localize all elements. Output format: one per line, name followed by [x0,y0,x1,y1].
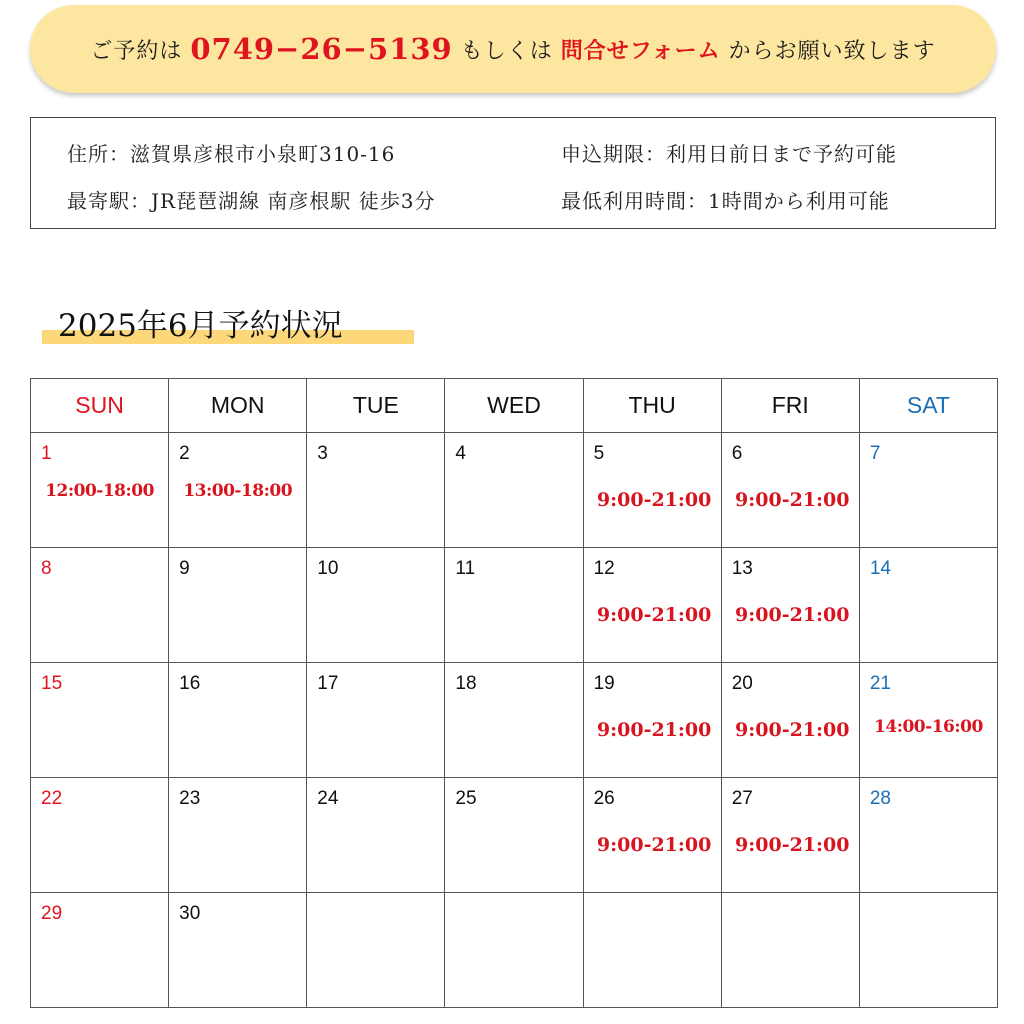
reservation-calendar [30,378,998,1008]
availability-time-slot: 9:00-21:00 [735,604,850,626]
day-number: 13 [731,558,753,579]
calendar-body [31,433,998,1008]
calendar-day-cell[interactable] [31,548,169,663]
calendar-day-cell [859,893,997,1008]
day-number: 24 [317,788,339,809]
availability-time-slot: 9:00-21:00 [596,604,712,626]
day-number: 10 [317,558,339,579]
calendar-day-cell [583,893,721,1008]
banner-middle: もしくは [460,38,553,64]
day-number: 17 [317,673,339,694]
day-number: 23 [179,788,201,809]
calendar-day-cell[interactable] [859,433,997,548]
day-number: 8 [41,558,52,579]
day-number: 28 [869,788,891,809]
weekday-header: THU [583,379,721,433]
contact-form-link[interactable]: 問合せフォーム [560,38,721,64]
calendar-day-cell[interactable] [307,663,445,778]
phone-number-link[interactable]: 0749−26−5139 [190,32,453,66]
day-number: 6 [731,443,743,464]
calendar-day-cell[interactable] [859,548,997,663]
availability-time-slot: 13:00-18:00 [183,481,293,501]
banner-suffix: からお願い致します [728,38,936,64]
day-number: 25 [455,788,477,809]
day-number: 11 [455,558,476,579]
weekday-header: WED [445,379,583,433]
calendar-day-cell [307,893,445,1008]
reservation-banner [30,5,996,93]
calendar-day-cell[interactable] [307,778,445,893]
calendar-day-cell[interactable] [721,548,859,663]
calendar-day-cell[interactable] [169,778,307,893]
day-number: 15 [41,673,63,694]
calendar-title: 2025年6月予約状況 [58,308,343,344]
calendar-day-cell[interactable] [169,548,307,663]
min-usage-text: 最低利用時間：1時間から利用可能 [561,189,890,213]
day-number: 7 [869,443,881,464]
availability-time-slot: 9:00-21:00 [735,834,850,856]
calendar-day-cell[interactable] [31,893,169,1008]
day-number: 1 [41,443,52,464]
calendar-day-cell [721,893,859,1008]
calendar-week-row [31,433,998,548]
calendar-week-row [31,548,998,663]
calendar-day-cell[interactable] [307,548,445,663]
calendar-day-cell[interactable] [445,548,583,663]
day-number: 12 [593,558,615,579]
weekday-header: SUN [31,379,169,433]
calendar-day-cell[interactable] [583,548,721,663]
day-number: 14 [869,558,891,579]
nearest-station-text: 最寄駅：JR琵琶湖線 南彦根駅 徒歩3分 [67,189,436,213]
calendar-week-row [31,663,998,778]
calendar-week-row [31,778,998,893]
day-number: 2 [179,443,190,464]
availability-time-slot: 12:00-18:00 [45,481,154,501]
availability-time-slot: 9:00-21:00 [735,489,850,511]
calendar-day-cell[interactable] [31,778,169,893]
day-number: 19 [593,673,615,694]
calendar-day-cell[interactable] [721,433,859,548]
day-number: 20 [731,673,753,694]
availability-time-slot: 9:00-21:00 [596,834,712,856]
calendar-day-cell[interactable] [169,893,307,1008]
calendar-day-cell [445,893,583,1008]
day-number: 29 [41,903,63,924]
calendar-week-row [31,893,998,1008]
availability-time-slot: 9:00-21:00 [735,719,850,741]
day-number: 5 [593,443,605,464]
calendar-day-cell[interactable] [169,663,307,778]
calendar-day-cell[interactable] [307,433,445,548]
weekday-header: MON [169,379,307,433]
calendar-day-cell[interactable] [31,433,169,548]
calendar-day-cell[interactable] [445,778,583,893]
weekday-header: FRI [721,379,859,433]
weekday-header: TUE [307,379,445,433]
calendar-day-cell[interactable] [721,778,859,893]
info-box [30,117,996,229]
day-number: 22 [41,788,63,809]
calendar-day-cell[interactable] [859,778,997,893]
banner-prefix: ご予約は [90,38,183,64]
weekday-header-row [31,379,998,433]
address-text: 住所：滋賀県彦根市小泉町310-16 [67,142,396,166]
calendar-day-cell[interactable] [859,663,997,778]
day-number: 9 [179,558,190,579]
day-number: 4 [455,443,466,464]
availability-time-slot: 9:00-21:00 [596,489,712,511]
deadline-text: 申込期限：利用日前日まで予約可能 [561,142,897,166]
day-number: 18 [455,673,477,694]
day-number: 26 [593,788,615,809]
calendar-day-cell[interactable] [445,433,583,548]
calendar-day-cell[interactable] [31,663,169,778]
weekday-header: SAT [859,379,997,433]
calendar-day-cell[interactable] [721,663,859,778]
day-number: 21 [869,673,891,694]
day-number: 3 [317,443,328,464]
calendar-day-cell[interactable] [583,663,721,778]
calendar-day-cell[interactable] [445,663,583,778]
calendar-day-cell[interactable] [169,433,307,548]
calendar-day-cell[interactable] [583,778,721,893]
calendar-day-cell[interactable] [583,433,721,548]
day-number: 30 [179,903,201,924]
availability-time-slot: 9:00-21:00 [596,719,712,741]
day-number: 27 [731,788,753,809]
day-number: 16 [179,673,201,694]
availability-time-slot: 14:00-16:00 [874,717,983,737]
